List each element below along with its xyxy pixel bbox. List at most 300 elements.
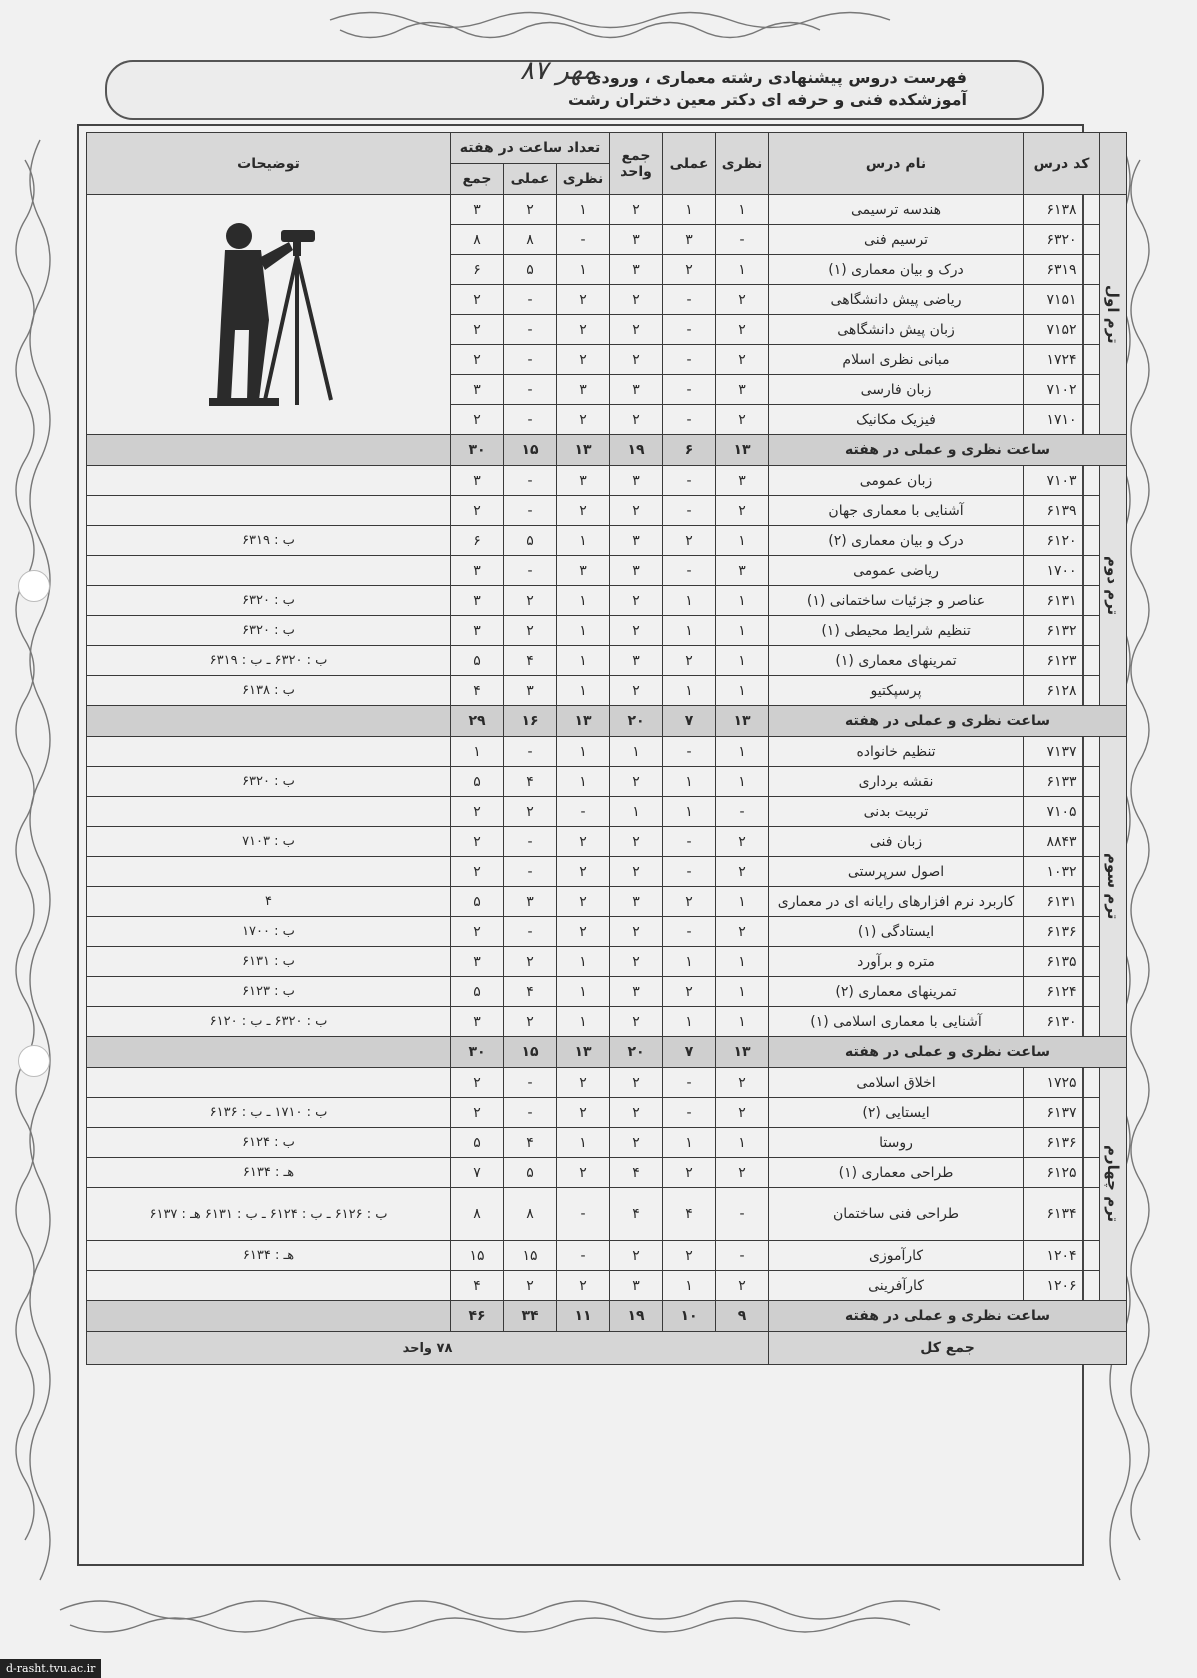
course-code: ۶۱۳۱ [1024, 586, 1100, 616]
theory-units: ۱ [716, 887, 769, 917]
hours-theory: ۲ [557, 1158, 610, 1188]
term-sum-value: ۱۳ [557, 435, 610, 466]
hours-total: ۲ [451, 797, 504, 827]
total-units: ۴ [610, 1188, 663, 1241]
practical-units: ۱ [663, 797, 716, 827]
practical-units: ۱ [663, 1271, 716, 1301]
hours-total: ۶ [451, 526, 504, 556]
hours-total: ۵ [451, 977, 504, 1007]
hours-theory: ۳ [557, 466, 610, 496]
course-code: ۷۱۵۲ [1024, 315, 1100, 345]
hours-practical: - [504, 285, 557, 315]
source-stamp: d-rasht.tvu.ac.ir [0, 1659, 101, 1678]
table-row [87, 977, 1127, 1007]
course-code: ۶۱۳۵ [1024, 947, 1100, 977]
hours-practical-header: عملی [504, 164, 557, 195]
hours-practical: - [504, 917, 557, 947]
theory-units: ۱ [716, 255, 769, 285]
hours-practical: ۲ [504, 616, 557, 646]
course-note: ب : ۱۷۰۰ [87, 917, 451, 947]
term-sum-value: ۱۵ [504, 435, 557, 466]
term-sum-value: ۲۰ [610, 706, 663, 737]
course-code: ۶۱۲۳ [1024, 646, 1100, 676]
term-label: ترم سوم [1104, 853, 1123, 920]
course-code: ۱۷۲۴ [1024, 345, 1100, 375]
term-sum-value: ۲۹ [451, 706, 504, 737]
course-note: ب : ۶۳۲۰ ـ ب : ۶۱۲۰ [87, 1007, 451, 1037]
punch-hole [18, 570, 50, 602]
total-units: ۲ [610, 827, 663, 857]
total-units: ۲ [610, 947, 663, 977]
course-name: آشنایی با معماری جهان [769, 496, 1024, 526]
hours-theory: ۱ [557, 1128, 610, 1158]
hours-total: ۲ [451, 315, 504, 345]
theory-units: ۲ [716, 1271, 769, 1301]
practical-units: ۴ [663, 1188, 716, 1241]
theory-units: ۲ [716, 1068, 769, 1098]
hours-total: ۲ [451, 496, 504, 526]
hours-practical: - [504, 857, 557, 887]
hours-theory: ۱ [557, 676, 610, 706]
course-name: زبان فارسی [769, 375, 1024, 405]
total-units: ۲ [610, 676, 663, 706]
course-note: ۴ [87, 887, 451, 917]
course-code: ۶۱۲۸ [1024, 676, 1100, 706]
total-units: ۳ [610, 646, 663, 676]
hours-theory: ۱ [557, 977, 610, 1007]
term-label-cell [1100, 466, 1127, 706]
term-sum-value: ۱۱ [557, 1301, 610, 1332]
term-sum-value: ۱۵ [504, 1037, 557, 1068]
practical-units: ۲ [663, 255, 716, 285]
practical-units: - [663, 917, 716, 947]
course-name: مبانی نظری اسلام [769, 345, 1024, 375]
punch-hole [18, 1045, 50, 1077]
term-sum-label: ساعت نظری و عملی در هفته [769, 706, 1127, 737]
theory-units: ۱ [716, 195, 769, 225]
hours-total: ۶ [451, 255, 504, 285]
course-name: ترسیم فنی [769, 225, 1024, 255]
total-units: ۲ [610, 616, 663, 646]
total-units: ۲ [610, 345, 663, 375]
table-row [87, 556, 1127, 586]
theory-units: ۲ [716, 857, 769, 887]
term-label: ترم دوم [1104, 555, 1123, 616]
hours-practical: ۴ [504, 977, 557, 1007]
hours-theory: ۲ [557, 285, 610, 315]
hours-practical: ۲ [504, 1007, 557, 1037]
course-note [87, 556, 451, 586]
practical-units: ۲ [663, 887, 716, 917]
course-code: ۶۱۲۵ [1024, 1158, 1100, 1188]
course-name: درک و بیان معماری (۱) [769, 255, 1024, 285]
table-row [87, 917, 1127, 947]
course-note: هـ : ۶۱۳۴ [87, 1158, 451, 1188]
table-row [87, 676, 1127, 706]
term-label-cell [1100, 1068, 1127, 1301]
theory-units: ۲ [716, 827, 769, 857]
course-name: زبان پیش دانشگاهی [769, 315, 1024, 345]
hours-total: ۵ [451, 646, 504, 676]
hours-practical: ۵ [504, 255, 557, 285]
course-name: طراحی فنی ساختمان [769, 1188, 1024, 1241]
practical-units: - [663, 285, 716, 315]
course-name: زبان فنی [769, 827, 1024, 857]
course-note: ب : ۶۱۳۸ [87, 676, 451, 706]
course-code: ۶۳۱۹ [1024, 255, 1100, 285]
total-units: ۴ [610, 1158, 663, 1188]
course-code: ۱۷۱۰ [1024, 405, 1100, 435]
course-name: کاربرد نرم افزارهای رایانه ای در معماری [769, 887, 1024, 917]
course-code: ۷۱۵۱ [1024, 285, 1100, 315]
table-row [87, 1128, 1127, 1158]
course-name: آشنایی با معماری اسلامی (۱) [769, 1007, 1024, 1037]
term-sum-row [87, 1301, 1127, 1332]
table-row [87, 195, 1127, 225]
hours-practical: - [504, 556, 557, 586]
course-code: ۶۱۳۴ [1024, 1188, 1100, 1241]
course-code: ۶۳۲۰ [1024, 225, 1100, 255]
course-code: ۱۲۰۴ [1024, 1241, 1100, 1271]
term-label: ترم اول [1104, 285, 1123, 344]
hours-total: ۸ [451, 1188, 504, 1241]
practical-units: ۱ [663, 1007, 716, 1037]
table-row [87, 857, 1127, 887]
theory-units: ۲ [716, 1098, 769, 1128]
hours-practical: ۳ [504, 676, 557, 706]
total-units: ۳ [610, 466, 663, 496]
hours-total: ۳ [451, 556, 504, 586]
hours-total: ۲ [451, 827, 504, 857]
course-code: ۱۰۳۲ [1024, 857, 1100, 887]
theory-units: - [716, 225, 769, 255]
term-sum-row [87, 435, 1127, 466]
course-code: ۷۱۰۳ [1024, 466, 1100, 496]
course-code: ۶۱۳۳ [1024, 767, 1100, 797]
hours-total: ۳ [451, 1007, 504, 1037]
hours-practical: ۸ [504, 225, 557, 255]
total-units: ۲ [610, 1241, 663, 1271]
course-name: تنظیم خانواده [769, 737, 1024, 767]
term-sum-blank [87, 435, 451, 466]
hours-theory: ۱ [557, 646, 610, 676]
course-name: درک و بیان معماری (۲) [769, 526, 1024, 556]
hours-total: ۵ [451, 887, 504, 917]
table-row [87, 586, 1127, 616]
term-sum-row [87, 1037, 1127, 1068]
term-sum-blank [87, 706, 451, 737]
hours-practical: - [504, 466, 557, 496]
table-row [87, 1158, 1127, 1188]
practical-units: - [663, 737, 716, 767]
hours-theory: - [557, 1188, 610, 1241]
hours-practical: ۴ [504, 767, 557, 797]
hours-practical: - [504, 1098, 557, 1128]
term-sum-value: ۱۳ [716, 435, 769, 466]
hours-total: ۵ [451, 767, 504, 797]
practical-units: - [663, 375, 716, 405]
term-sum-value: ۹ [716, 1301, 769, 1332]
hours-theory: ۲ [557, 1271, 610, 1301]
theory-units: ۲ [716, 917, 769, 947]
table-row [87, 947, 1127, 977]
hours-theory: ۲ [557, 917, 610, 947]
term-sum-value: ۴۶ [451, 1301, 504, 1332]
hours-theory: - [557, 1241, 610, 1271]
course-name: تربیت بدنی [769, 797, 1024, 827]
course-name: ایستادگی (۱) [769, 917, 1024, 947]
table-row [87, 767, 1127, 797]
total-units: ۲ [610, 405, 663, 435]
hours-theory: ۱ [557, 586, 610, 616]
practical-units: ۱ [663, 1128, 716, 1158]
total-units: ۲ [610, 1128, 663, 1158]
term-sum-value: ۱۳ [557, 706, 610, 737]
theory-units: ۱ [716, 616, 769, 646]
course-name: متره و برآورد [769, 947, 1024, 977]
hours-practical: ۱۵ [504, 1241, 557, 1271]
total-units: ۳ [610, 255, 663, 285]
term-sum-value: ۳۰ [451, 435, 504, 466]
course-name: هندسه ترسیمی [769, 195, 1024, 225]
theory-units: ۱ [716, 767, 769, 797]
course-code: ۷۱۰۲ [1024, 375, 1100, 405]
course-note [87, 466, 451, 496]
total-units: ۲ [610, 1098, 663, 1128]
code-header: کد درس [1024, 133, 1100, 195]
table-row [87, 616, 1127, 646]
total-units: ۲ [610, 285, 663, 315]
term-sum-value: ۱۰ [663, 1301, 716, 1332]
theory-units: ۳ [716, 466, 769, 496]
practical-units: - [663, 1068, 716, 1098]
course-note [87, 1068, 451, 1098]
theory-units: ۱ [716, 676, 769, 706]
hours-total: ۲ [451, 345, 504, 375]
hours-total: ۳ [451, 586, 504, 616]
course-note: ب : ۶۱۲۶ ـ ب : ۶۱۲۴ ـ ب : ۶۱۳۱ هـ : ۶۱۳۷ [87, 1188, 451, 1241]
course-code: ۱۷۲۵ [1024, 1068, 1100, 1098]
theory-units: ۲ [716, 405, 769, 435]
practical-units: - [663, 466, 716, 496]
practical-units: - [663, 556, 716, 586]
table-row [87, 887, 1127, 917]
course-code: ۶۱۲۴ [1024, 977, 1100, 1007]
term-sum-value: ۱۹ [610, 435, 663, 466]
grand-total-value: ۷۸ واحد [87, 1332, 769, 1365]
hours-practical: - [504, 405, 557, 435]
total-units: ۱ [610, 797, 663, 827]
course-code: ۷۱۳۷ [1024, 737, 1100, 767]
theory-units: ۱ [716, 1007, 769, 1037]
hours-total: ۲ [451, 405, 504, 435]
course-note [87, 1271, 451, 1301]
header-title: فهرست دروس پیشنهادی رشته معماری ، ورودی [586, 68, 967, 87]
practical-units: ۱ [663, 616, 716, 646]
course-name: طراحی معماری (۱) [769, 1158, 1024, 1188]
hours-total: ۳ [451, 466, 504, 496]
hours-theory: ۳ [557, 375, 610, 405]
hours-practical: ۲ [504, 947, 557, 977]
course-note [87, 857, 451, 887]
course-name: ریاضی پیش دانشگاهی [769, 285, 1024, 315]
hours-theory: ۲ [557, 496, 610, 526]
practical-units: - [663, 405, 716, 435]
table-row [87, 1007, 1127, 1037]
course-name: تمرینهای معماری (۲) [769, 977, 1024, 1007]
table-row [87, 737, 1127, 767]
hours-theory: ۱ [557, 737, 610, 767]
term-sum-value: ۲۰ [610, 1037, 663, 1068]
hours-total: ۴ [451, 1271, 504, 1301]
practical-units: ۲ [663, 1241, 716, 1271]
hours-practical: - [504, 496, 557, 526]
hours-theory-header: نظری [557, 164, 610, 195]
table-row [87, 466, 1127, 496]
term-sum-value: ۱۳ [557, 1037, 610, 1068]
practical-units: ۱ [663, 676, 716, 706]
hours-total: ۲ [451, 1098, 504, 1128]
hours-theory: - [557, 225, 610, 255]
course-note: ب : ۱۷۱۰ ـ ب : ۶۱۳۶ [87, 1098, 451, 1128]
theory-header: نظری [716, 133, 769, 195]
notes-header: توضیحات [87, 133, 451, 195]
theory-units: ۱ [716, 977, 769, 1007]
course-code: ۶۱۳۰ [1024, 1007, 1100, 1037]
course-name: ایستایی (۲) [769, 1098, 1024, 1128]
practical-units: - [663, 315, 716, 345]
theory-units: ۱ [716, 1128, 769, 1158]
hours-practical: ۴ [504, 1128, 557, 1158]
term-sum-blank [87, 1037, 451, 1068]
course-code: ۶۱۳۹ [1024, 496, 1100, 526]
course-note: ب : ۶۱۳۱ [87, 947, 451, 977]
hours-total: ۳ [451, 375, 504, 405]
term-header [1100, 133, 1127, 195]
practical-units: ۱ [663, 195, 716, 225]
theory-units: ۱ [716, 526, 769, 556]
course-note: ب : ۶۱۲۴ [87, 1128, 451, 1158]
hours-theory: ۲ [557, 1068, 610, 1098]
hours-total: ۲ [451, 285, 504, 315]
hours-total-header: جمع [451, 164, 504, 195]
term-sum-value: ۷ [663, 706, 716, 737]
course-name: روستا [769, 1128, 1024, 1158]
course-code: ۶۱۳۶ [1024, 1128, 1100, 1158]
theory-units: ۲ [716, 345, 769, 375]
course-note [87, 737, 451, 767]
grand-total-row [87, 1332, 1127, 1365]
surveyor-illustration-cell [87, 195, 451, 435]
table-row [87, 797, 1127, 827]
name-header: نام درس [769, 133, 1024, 195]
total-units: ۲ [610, 586, 663, 616]
course-name: فیزیک مکانیک [769, 405, 1024, 435]
total-units: ۳ [610, 556, 663, 586]
practical-units: ۱ [663, 947, 716, 977]
course-name: عناصر و جزئیات ساختمانی (۱) [769, 586, 1024, 616]
course-name: اصول سرپرستی [769, 857, 1024, 887]
practical-units: ۲ [663, 646, 716, 676]
table-row [87, 1098, 1127, 1128]
hours-theory: ۱ [557, 255, 610, 285]
total-units: ۳ [610, 887, 663, 917]
hours-theory: ۲ [557, 827, 610, 857]
practical-units: ۲ [663, 526, 716, 556]
header-institute: آموزشکده فنی و حرفه ای دکتر معین دختران رشت [568, 90, 967, 109]
hours-practical: ۳ [504, 887, 557, 917]
course-note: ب : ۶۳۲۰ ـ ب : ۶۳۱۹ [87, 646, 451, 676]
hours-total: ۳ [451, 947, 504, 977]
total-units: ۳ [610, 1271, 663, 1301]
table-row [87, 646, 1127, 676]
hours-theory: ۱ [557, 526, 610, 556]
course-note: ب : ۶۱۲۳ [87, 977, 451, 1007]
course-note: ب : ۶۳۲۰ [87, 586, 451, 616]
hours-total: ۷ [451, 1158, 504, 1188]
hours-practical: - [504, 315, 557, 345]
hours-total: ۳ [451, 616, 504, 646]
total-units: ۲ [610, 315, 663, 345]
total-units: ۳ [610, 977, 663, 1007]
course-code: ۶۱۲۰ [1024, 526, 1100, 556]
course-table [86, 132, 1127, 1365]
term-sum-label: ساعت نظری و عملی در هفته [769, 1301, 1127, 1332]
theory-units: - [716, 797, 769, 827]
term-sum-value: ۱۶ [504, 706, 557, 737]
hours-practical: ۵ [504, 526, 557, 556]
practical-units: - [663, 1098, 716, 1128]
hours-practical: ۴ [504, 646, 557, 676]
table-row [87, 1188, 1127, 1241]
hours-practical: ۲ [504, 1271, 557, 1301]
grand-total-label: جمع کل [769, 1332, 1127, 1365]
practical-units: - [663, 857, 716, 887]
hours-practical: - [504, 345, 557, 375]
term-sum-value: ۱۳ [716, 1037, 769, 1068]
theory-units: ۱ [716, 737, 769, 767]
table-row [87, 827, 1127, 857]
course-note: ب : ۶۳۱۹ [87, 526, 451, 556]
hours-total: ۵ [451, 1128, 504, 1158]
course-name: پرسپکتیو [769, 676, 1024, 706]
course-code: ۶۱۳۲ [1024, 616, 1100, 646]
term-sum-value: ۳۰ [451, 1037, 504, 1068]
course-code: ۶۱۳۱ [1024, 887, 1100, 917]
hours-theory: ۱ [557, 767, 610, 797]
hours-theory: ۲ [557, 1098, 610, 1128]
total-units: ۲ [610, 496, 663, 526]
hours-total: ۴ [451, 676, 504, 706]
total-units: ۲ [610, 767, 663, 797]
practical-header: عملی [663, 133, 716, 195]
table-row [87, 1241, 1127, 1271]
theory-units: ۱ [716, 586, 769, 616]
course-code: ۱۲۰۶ [1024, 1271, 1100, 1301]
theory-units: ۲ [716, 285, 769, 315]
hours-theory: ۲ [557, 405, 610, 435]
course-note [87, 797, 451, 827]
hours-practical: - [504, 827, 557, 857]
handwritten-note: مهر ۸۷ [520, 56, 597, 86]
course-name: تمرینهای معماری (۱) [769, 646, 1024, 676]
term-sum-value: ۱۳ [716, 706, 769, 737]
hours-practical: - [504, 375, 557, 405]
hours-total: ۳ [451, 195, 504, 225]
course-note: ب : ۶۳۲۰ [87, 616, 451, 646]
term-sum-value: ۳۴ [504, 1301, 557, 1332]
theory-units: ۲ [716, 1158, 769, 1188]
